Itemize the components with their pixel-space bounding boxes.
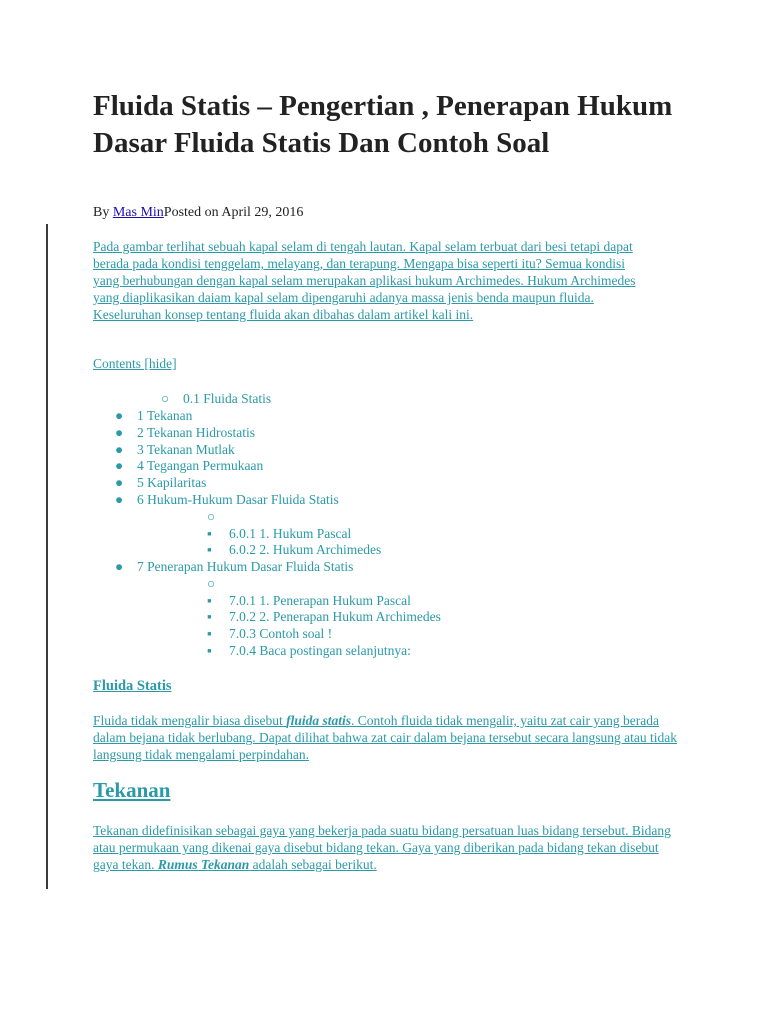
text-segment: Tekanan didefinisikan sebagai gaya yang bekerja pada suatu bidang persatuan luas bidang tersebut. Bidang atau permukaan yang dikenai gaya disebut bidang tekan. Gaya yang diberikan pada bidang tekan disebut gaya tekan. [93, 823, 671, 872]
toc-item[interactable] [115, 559, 353, 576]
heading-tekanan[interactable]: Tekanan [93, 778, 171, 802]
toc-item-label: 2 Tekanan Hidrostatis [137, 425, 256, 440]
toc-bullet-icon: ● [115, 458, 124, 473]
toc-item[interactable] [115, 458, 263, 475]
text-segment: . Contoh fluida tidak mengalir, yaitu zat cair yang berada dalam bejana tidak berlubang. Dapat dilihat bahwa zat cair dalam bejana tersebut secara langsung atau tidak langsung tidak mengalami perpindahan. [93, 713, 678, 762]
toc-bullet-icon: ○ [207, 509, 216, 524]
toc-bullet-icon: ○ [161, 391, 170, 406]
toc-item-label: 4 Tegangan Permukaan [137, 458, 264, 473]
toc-item[interactable] [115, 408, 192, 425]
toc-item[interactable] [207, 509, 229, 526]
toc-item-label: 6 Hukum-Hukum Dasar Fluida Statis [137, 492, 339, 507]
toc-item-label: 7.0.3 Contoh soal ! [229, 626, 333, 641]
left-margin-rule [46, 224, 48, 889]
posted-date: Posted on April 29, 2016 [163, 205, 304, 220]
toc-item-label: 3 Tekanan Mutlak [137, 442, 235, 457]
by-label: By [93, 205, 113, 220]
toc-item-label: 6.0.1 1. Hukum Pascal [229, 526, 352, 541]
paragraph-fluida-statis [93, 712, 683, 763]
toc-bullet-icon: ▪ [207, 626, 212, 641]
toc-bullet-icon: ▪ [207, 542, 212, 557]
toc-bullet-icon: ○ [207, 576, 216, 591]
toc-bullet-icon: ● [115, 492, 124, 507]
toc-item[interactable] [115, 475, 206, 492]
toc-item-label: 5 Kapilaritas [137, 475, 207, 490]
paragraph-tekanan [93, 822, 683, 873]
toc-item[interactable] [115, 425, 255, 442]
toc-item[interactable] [207, 526, 351, 543]
author-link[interactable]: Mas Min [112, 205, 164, 220]
toc-item[interactable] [207, 626, 332, 643]
toc-item[interactable] [115, 492, 339, 509]
toc-bullet-icon: ▪ [207, 593, 212, 608]
toc-bullet-icon: ● [115, 475, 124, 490]
toc-item-label: 7.0.4 Baca postingan selanjutnya: [229, 643, 411, 658]
intro-paragraph: Pada gambar terlihat sebuah kapal selam di tengah lautan. Kapal selam terbuat dari besi tetapi dapat berada pada kondisi tenggelam, melayang, dan terapung. Mengapa bisa seperti itu? Semua kondisi yang berhubungan dengan kapal selam merupakan aplikasi hukum Archimedes. Hukum Archimedes yang diaplikasikan daiam kapal selam dipengaruhi adanya massa jenis benda maupun fluida. Keseluruhan konsep tentang fluida akan dibahas dalam artikel kali ini. [93, 239, 636, 322]
heading-fluida-statis[interactable]: Fluida Statis [93, 678, 172, 694]
toc-bullet-icon: ● [115, 408, 124, 423]
contents-toggle[interactable]: Contents [hide] [93, 356, 177, 371]
toc-item-label: 6.0.2 2. Hukum Archimedes [229, 542, 382, 557]
toc-item[interactable] [207, 609, 441, 626]
emphasis-fluida-statis: fluida statis [286, 713, 351, 728]
text-segment: Fluida tidak mengalir biasa disebut [93, 713, 287, 728]
toc-bullet-icon: ● [115, 425, 124, 440]
byline [93, 205, 303, 221]
toc-item[interactable] [207, 643, 411, 660]
toc-item-label: 7 Penerapan Hukum Dasar Fluida Statis [137, 559, 354, 574]
toc-item[interactable] [115, 442, 235, 459]
toc-item[interactable] [207, 576, 229, 593]
toc-bullet-icon: ● [115, 559, 124, 574]
page-title: Fluida Statis – Pengertian , Penerapan Hukum Dasar Fluida Statis Dan Contoh Soal [93, 90, 673, 159]
text-segment: adalah sebagai berikut. [249, 857, 377, 872]
toc-bullet-icon: ▪ [207, 526, 212, 541]
emphasis-rumus-tekanan: Rumus Tekanan [157, 857, 250, 872]
toc-item[interactable] [207, 542, 381, 559]
toc-item-label: 0.1 Fluida Statis [183, 391, 272, 406]
toc-item[interactable] [161, 391, 271, 408]
toc-item-label: 1 Tekanan [137, 408, 193, 423]
toc-item-label: 7.0.1 1. Penerapan Hukum Pascal [229, 593, 411, 608]
toc-item[interactable] [207, 593, 411, 610]
toc-item-label: 7.0.2 2. Penerapan Hukum Archimedes [229, 609, 441, 624]
toc-bullet-icon: ▪ [207, 609, 212, 624]
toc-bullet-icon: ● [115, 442, 124, 457]
toc-bullet-icon: ▪ [207, 643, 212, 658]
